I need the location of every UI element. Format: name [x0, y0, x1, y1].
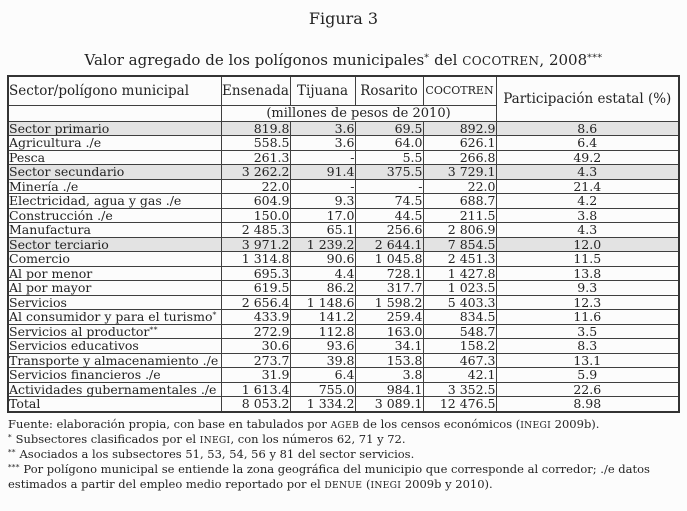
row-label-cell: Servicios financieros ./e	[8, 368, 221, 383]
footnote-marker: **	[8, 447, 16, 457]
value-cell: 93.6	[290, 339, 355, 354]
value-cell: 8 053.2	[221, 397, 290, 412]
table-row	[8, 237, 679, 252]
value-cell: 5 403.3	[423, 295, 496, 310]
value-cell: 3 352.5	[423, 382, 496, 397]
value-cell: 1 148.6	[290, 295, 355, 310]
value-cell: 375.5	[355, 165, 423, 180]
header-sector: Sector/polígono municipal	[8, 76, 221, 105]
row-label-cell: Servicios al productor**	[8, 324, 221, 339]
text-segment: del	[429, 51, 463, 70]
table-row	[8, 266, 679, 281]
text-segment: (	[362, 477, 371, 492]
value-cell: 1 239.2	[290, 237, 355, 252]
value-cell: 150.0	[221, 208, 290, 223]
text-segment: 2009b).	[551, 416, 600, 431]
value-cell: 65.1	[290, 223, 355, 238]
smallcaps-text: COCOTREN	[462, 54, 540, 69]
value-cell: 2 451.3	[423, 252, 496, 267]
smallcaps-text: DENUE	[324, 480, 363, 492]
table-row	[8, 382, 679, 397]
value-cell: 1 598.2	[355, 295, 423, 310]
value-cell: 548.7	[423, 324, 496, 339]
value-cell: 90.6	[290, 252, 355, 267]
value-cell: 688.7	[423, 194, 496, 209]
row-label-cell: Al por mayor	[8, 281, 221, 296]
value-cell: 42.1	[423, 368, 496, 383]
table-row	[8, 397, 679, 412]
text-segment: Valor agregado de los polígonos municipales	[84, 51, 425, 70]
table-row	[8, 136, 679, 151]
footnote-marker: ***	[587, 52, 603, 64]
value-cell: 819.8	[221, 121, 290, 136]
value-cell: 755.0	[290, 382, 355, 397]
value-cell: 91.4	[290, 165, 355, 180]
value-cell: 1 314.8	[221, 252, 290, 267]
row-label-cell: Pesca	[8, 150, 221, 165]
smallcaps-text: INEGI	[370, 480, 402, 492]
row-label-cell: Transporte y almacenamiento ./e	[8, 353, 221, 368]
participacion-cell: 3.8	[496, 208, 679, 223]
value-cell: 626.1	[423, 136, 496, 151]
value-cell: 273.7	[221, 353, 290, 368]
value-cell: 2 644.1	[355, 237, 423, 252]
text-segment: Subsectores clasificados por el	[11, 431, 200, 446]
value-cell: 467.3	[423, 353, 496, 368]
row-label-cell: Al consumidor y para el turismo*	[8, 310, 221, 325]
value-cell: 5.5	[355, 150, 423, 165]
value-cell: 834.5	[423, 310, 496, 325]
row-label-cell: Al por menor	[8, 266, 221, 281]
value-cell: 3 971.2	[221, 237, 290, 252]
value-cell: 69.5	[355, 121, 423, 136]
participacion-cell: 3.5	[496, 324, 679, 339]
header-rosarito: Rosarito	[355, 76, 423, 105]
value-cell: 317.7	[355, 281, 423, 296]
figure-label: Figura 3	[308, 9, 379, 28]
value-cell: 3.6	[290, 121, 355, 136]
footnote-line	[8, 447, 679, 462]
header-cocotren: COCOTREN	[423, 76, 496, 105]
header-participacion: Participación estatal (%)	[496, 76, 679, 121]
value-cell: 2 656.4	[221, 295, 290, 310]
participacion-cell: 4.3	[496, 223, 679, 238]
value-cell: 892.9	[423, 121, 496, 136]
value-cell: 39.8	[290, 353, 355, 368]
row-label-footnote-marker: **	[149, 324, 158, 334]
header-ensenada: Ensenada	[221, 76, 290, 105]
value-cell: 728.1	[355, 266, 423, 281]
table-row	[8, 121, 679, 136]
row-label-cell: Sector primario	[8, 121, 221, 136]
row-label-cell: Total	[8, 397, 221, 412]
table-row	[8, 339, 679, 354]
participacion-cell: 21.4	[496, 179, 679, 194]
participacion-cell: 9.3	[496, 281, 679, 296]
value-cell: 7 854.5	[423, 237, 496, 252]
row-label-cell: Servicios	[8, 295, 221, 310]
participacion-cell: 22.6	[496, 382, 679, 397]
value-cell: 163.0	[355, 324, 423, 339]
figure-subtitle	[0, 51, 687, 69]
header-row-1	[8, 76, 679, 105]
row-label-cell: Construcción ./e	[8, 208, 221, 223]
smallcaps-text: INEGI	[520, 419, 552, 431]
table-row	[8, 252, 679, 267]
value-cell: 153.8	[355, 353, 423, 368]
text-segment: Asociados a los subsectores 51, 53, 54, 56 y 81 del sector servicios.	[15, 447, 415, 462]
table-row	[8, 353, 679, 368]
participacion-cell: 11.5	[496, 252, 679, 267]
table-header	[8, 76, 679, 121]
row-label-cell: Electricidad, agua y gas ./e	[8, 194, 221, 209]
value-cell: 3 262.2	[221, 165, 290, 180]
value-cell: 558.5	[221, 136, 290, 151]
table-row	[8, 295, 679, 310]
value-cell: 17.0	[290, 208, 355, 223]
value-cell: 695.3	[221, 266, 290, 281]
value-cell: 984.1	[355, 382, 423, 397]
value-cell: 34.1	[355, 339, 423, 354]
participacion-cell: 4.2	[496, 194, 679, 209]
table-row	[8, 208, 679, 223]
footnote-marker: *	[8, 432, 12, 442]
value-cell: 266.8	[423, 150, 496, 165]
text-segment: Fuente: elaboración propia, con base en tabulados por	[8, 416, 331, 431]
smallcaps-text: INEGI	[199, 434, 231, 446]
text-segment: de los censos económicos (	[359, 416, 521, 431]
value-cell: 12 476.5	[423, 397, 496, 412]
value-cell: 1 613.4	[221, 382, 290, 397]
text-segment: , con los números 62, 71 y 72.	[230, 431, 406, 446]
value-cell: -	[290, 150, 355, 165]
value-cell: 1 023.5	[423, 281, 496, 296]
value-cell: 44.5	[355, 208, 423, 223]
table-row	[8, 165, 679, 180]
participacion-cell: 6.4	[496, 136, 679, 151]
value-cell: 2 806.9	[423, 223, 496, 238]
text-segment: Por polígono municipal se entiende la zona geográfica del municipio que corresponde al corredor; ./e datos estimados a partir del empleo medio reportado por el	[8, 462, 650, 492]
header-tijuana: Tijuana	[290, 76, 355, 105]
value-cell: 1 334.2	[290, 397, 355, 412]
value-cell: 261.3	[221, 150, 290, 165]
value-cell: 1 427.8	[423, 266, 496, 281]
value-cell: 158.2	[423, 339, 496, 354]
participacion-cell: 12.3	[496, 295, 679, 310]
data-table	[7, 75, 680, 413]
participacion-cell: 49.2	[496, 150, 679, 165]
table-row	[8, 223, 679, 238]
participacion-cell: 5.9	[496, 368, 679, 383]
value-cell: 619.5	[221, 281, 290, 296]
participacion-cell: 13.1	[496, 353, 679, 368]
value-cell: -	[290, 179, 355, 194]
participacion-cell: 11.6	[496, 310, 679, 325]
table-row	[8, 310, 679, 325]
row-label-cell: Minería ./e	[8, 179, 221, 194]
footnote-line	[8, 462, 679, 492]
table-row	[8, 150, 679, 165]
value-cell: 272.9	[221, 324, 290, 339]
value-cell: 259.4	[355, 310, 423, 325]
text-segment: , 2008	[539, 51, 588, 70]
value-cell: 30.6	[221, 339, 290, 354]
participacion-cell: 4.3	[496, 165, 679, 180]
value-cell: 211.5	[423, 208, 496, 223]
header-empty-cell	[8, 105, 221, 121]
value-cell: 3 089.1	[355, 397, 423, 412]
value-cell: 4.4	[290, 266, 355, 281]
value-cell: 2 485.3	[221, 223, 290, 238]
table-body	[8, 121, 679, 412]
value-cell: 64.0	[355, 136, 423, 151]
value-cell: 31.9	[221, 368, 290, 383]
value-cell: 22.0	[221, 179, 290, 194]
value-cell: 6.4	[290, 368, 355, 383]
value-cell: -	[355, 179, 423, 194]
row-label-footnote-marker: *	[212, 310, 217, 320]
value-cell: 3.8	[355, 368, 423, 383]
footnote-marker: *	[424, 52, 430, 64]
value-cell: 74.5	[355, 194, 423, 209]
footnotes	[8, 417, 679, 493]
value-cell: 433.9	[221, 310, 290, 325]
row-label-cell: Comercio	[8, 252, 221, 267]
row-label-cell: Agricultura ./e	[8, 136, 221, 151]
participacion-cell: 8.3	[496, 339, 679, 354]
table-row	[8, 194, 679, 209]
table-row	[8, 368, 679, 383]
row-label-cell: Servicios educativos	[8, 339, 221, 354]
value-cell: 1 045.8	[355, 252, 423, 267]
row-label-cell: Manufactura	[8, 223, 221, 238]
smallcaps-text: AGEB	[330, 419, 360, 431]
footnote-line	[8, 432, 679, 447]
text-segment: 2009b y 2010).	[401, 477, 493, 492]
value-cell: 112.8	[290, 324, 355, 339]
participacion-cell: 12.0	[496, 237, 679, 252]
value-cell: 3.6	[290, 136, 355, 151]
value-cell: 141.2	[290, 310, 355, 325]
value-cell: 604.9	[221, 194, 290, 209]
value-cell: 22.0	[423, 179, 496, 194]
row-label-cell: Sector terciario	[8, 237, 221, 252]
value-cell: 256.6	[355, 223, 423, 238]
value-cell: 3 729.1	[423, 165, 496, 180]
value-cell: 9.3	[290, 194, 355, 209]
table-row	[8, 324, 679, 339]
row-label-cell: Actividades gubernamentales ./e	[8, 382, 221, 397]
participacion-cell: 8.98	[496, 397, 679, 412]
participacion-cell: 13.8	[496, 266, 679, 281]
participacion-cell: 8.6	[496, 121, 679, 136]
table-row	[8, 281, 679, 296]
footnote-marker: ***	[8, 462, 20, 472]
row-label-cell: Sector secundario	[8, 165, 221, 180]
footnote-line	[8, 417, 679, 432]
value-cell: 86.2	[290, 281, 355, 296]
table-row	[8, 179, 679, 194]
header-units: (millones de pesos de 2010)	[221, 105, 496, 121]
